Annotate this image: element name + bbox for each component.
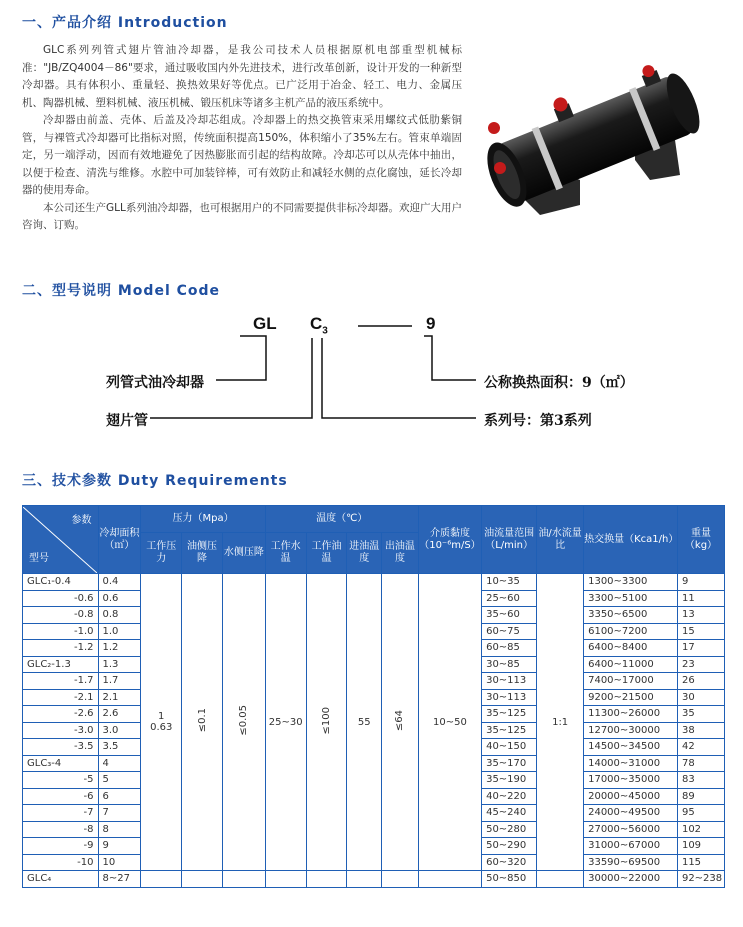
header-oil-pressure-drop: 油侧压降 xyxy=(182,533,223,574)
cell-area: 1.2 xyxy=(98,640,141,657)
cell-area: 5 xyxy=(98,772,141,789)
cell-model: GLC₄ xyxy=(23,871,99,888)
cell-empty xyxy=(537,871,584,888)
cell-working-oil-temp xyxy=(306,574,347,871)
cell-model: GLC₂-1.3 xyxy=(23,656,99,673)
cell-empty xyxy=(141,871,182,888)
cell-weight: 42 xyxy=(677,739,724,756)
cell-model: -1.0 xyxy=(23,623,99,640)
cell-area: 1.3 xyxy=(98,656,141,673)
cell-oil-flow: 35~125 xyxy=(482,722,537,739)
cell-weight: 9 xyxy=(677,574,724,591)
cell-heat-exchange: 27000~56000 xyxy=(584,821,678,838)
cell-oil-flow: 45~240 xyxy=(482,805,537,822)
cell-weight: 30 xyxy=(677,689,724,706)
cell-model: -8 xyxy=(23,821,99,838)
header-inlet-oil-temp: 进油温度 xyxy=(347,533,382,574)
cell-weight: 13 xyxy=(677,607,724,624)
intro-paragraph-1: GLC系列列管式翅片管油冷却器，是我公司技术人员根据原机电部重型机械标准："JB/ZQ4004－86"要求，通过吸收国内外先进技术，进行改革创新，设计开发的一种新型冷却器。具有体积小、重量轻、换热效果好等优点。已广泛用于冶金、轻工、电力、金属压机、陶器机械、塑料机械、液压机械、锻压机床等诸多主机产品的液压系统中。 xyxy=(22,44,462,109)
table-header-row-1 xyxy=(23,506,725,533)
header-heat-exchange: 热交换量（Kca1/h） xyxy=(584,506,678,574)
cell-oil-flow: 50~850 xyxy=(482,871,537,888)
cell-oil-flow: 10~35 xyxy=(482,574,537,591)
cell-oil-flow: 35~170 xyxy=(482,755,537,772)
header-weight: 重量（kg） xyxy=(677,506,724,574)
cell-water-pressure-drop-text: ≤0.05 xyxy=(238,705,250,736)
cell-oil-flow: 40~220 xyxy=(482,788,537,805)
section-title-introduction: 一、产品介绍 Introduction xyxy=(22,15,228,31)
code-area-number: 9 xyxy=(426,314,436,333)
cell-model: -7 xyxy=(23,805,99,822)
cell-empty xyxy=(418,871,481,888)
cell-heat-exchange: 3350~6500 xyxy=(584,607,678,624)
cell-oil-flow: 40~150 xyxy=(482,739,537,756)
cell-weight: 38 xyxy=(677,722,724,739)
cell-heat-exchange: 31000~67000 xyxy=(584,838,678,855)
cell-model: GLC₃-4 xyxy=(23,755,99,772)
cell-weight: 23 xyxy=(677,656,724,673)
cell-oil-flow: 50~280 xyxy=(482,821,537,838)
header-working-oil-temp: 工作油温 xyxy=(306,533,347,574)
cell-oil-flow: 60~75 xyxy=(482,623,537,640)
cell-weight: 95 xyxy=(677,805,724,822)
cell-oil-flow: 35~190 xyxy=(482,772,537,789)
cell-area: 2.1 xyxy=(98,689,141,706)
header-area: 冷却面积（㎡） xyxy=(98,506,141,574)
cell-heat-exchange: 6100~7200 xyxy=(584,623,678,640)
cell-area: 8 xyxy=(98,821,141,838)
cell-weight: 109 xyxy=(677,838,724,855)
cell-outlet-oil-temp xyxy=(382,574,419,871)
cell-weight: 102 xyxy=(677,821,724,838)
duty-requirements-table xyxy=(22,505,725,888)
cell-working-water-temp: 25~30 xyxy=(265,574,306,871)
cell-weight: 89 xyxy=(677,788,724,805)
cell-oil-pressure-drop-text: ≤0.1 xyxy=(196,708,208,733)
label-fin-tube: 翅片管 xyxy=(106,413,148,429)
cell-outlet-oil-temp-text: ≤64 xyxy=(394,709,406,732)
cell-empty xyxy=(265,871,306,888)
cell-heat-exchange: 11300~26000 xyxy=(584,706,678,723)
cell-working-pressure xyxy=(141,574,182,871)
cell-area: 4 xyxy=(98,755,141,772)
table-row xyxy=(23,574,725,591)
cell-area: 0.4 xyxy=(98,574,141,591)
cell-empty xyxy=(182,871,223,888)
cell-oil-flow: 60~320 xyxy=(482,854,537,871)
cell-weight: 78 xyxy=(677,755,724,772)
cell-empty xyxy=(306,871,347,888)
section-title-duty-requirements: 三、技术参数 Duty Requirements xyxy=(22,473,288,489)
header-pressure: 压力（Mpa） xyxy=(141,506,265,533)
header-flow-ratio: 油/水流量比 xyxy=(537,506,584,574)
cell-model: -3.5 xyxy=(23,739,99,756)
cell-heat-exchange: 6400~11000 xyxy=(584,656,678,673)
working-pressure-value-1: 1 xyxy=(158,711,165,722)
cell-weight: 11 xyxy=(677,590,724,607)
intro-text xyxy=(22,42,462,235)
cell-model: -3.0 xyxy=(23,722,99,739)
label-nominal-area: 公称换热面积：9（㎡） xyxy=(484,375,634,391)
cell-model: -10 xyxy=(23,854,99,871)
cell-oil-flow: 35~125 xyxy=(482,706,537,723)
cell-oil-flow: 30~85 xyxy=(482,656,537,673)
label-series-number: 系列号：第3系列 xyxy=(484,413,592,429)
code-gl: GL xyxy=(253,314,277,333)
cell-heat-exchange: 3300~5100 xyxy=(584,590,678,607)
cell-oil-flow: 60~85 xyxy=(482,640,537,657)
header-param: 参数 xyxy=(71,514,92,526)
cell-heat-exchange: 1300~3300 xyxy=(584,574,678,591)
cell-heat-exchange: 12700~30000 xyxy=(584,722,678,739)
cell-model: -2.1 xyxy=(23,689,99,706)
cell-inlet-oil-temp: 55 xyxy=(347,574,382,871)
cell-model: -0.6 xyxy=(23,590,99,607)
cell-area: 6 xyxy=(98,788,141,805)
cell-area: 3.0 xyxy=(98,722,141,739)
header-param-model xyxy=(23,506,99,574)
cell-model: -0.8 xyxy=(23,607,99,624)
label-tube-oil-cooler: 列管式油冷却器 xyxy=(106,375,204,391)
cell-model: -5 xyxy=(23,772,99,789)
header-water-pressure-drop: 水侧压降 xyxy=(222,533,265,574)
header-outlet-oil-temp: 出油温度 xyxy=(382,533,419,574)
cell-area: 1.7 xyxy=(98,673,141,690)
cell-heat-exchange: 17000~35000 xyxy=(584,772,678,789)
cell-heat-exchange: 24000~49500 xyxy=(584,805,678,822)
cell-heat-exchange: 6400~8400 xyxy=(584,640,678,657)
cell-model: -1.7 xyxy=(23,673,99,690)
cell-area: 0.8 xyxy=(98,607,141,624)
cell-area: 1.0 xyxy=(98,623,141,640)
cell-empty xyxy=(222,871,265,888)
cell-weight: 26 xyxy=(677,673,724,690)
cell-viscosity: 10~50 xyxy=(418,574,481,871)
cell-model: GLC₁-0.4 xyxy=(23,574,99,591)
intro-paragraph-3: 本公司还生产GLL系列油冷却器，也可根据用户的不同需要提供非标冷却器。欢迎广大用户咨询、订购。 xyxy=(22,201,462,231)
cell-heat-exchange: 30000~22000 xyxy=(584,871,678,888)
cell-weight: 92~238 xyxy=(677,871,724,888)
cell-oil-flow: 25~60 xyxy=(482,590,537,607)
cell-empty xyxy=(347,871,382,888)
header-viscosity: 介质黏度（10⁻⁶m/S） xyxy=(418,506,481,574)
cell-weight: 17 xyxy=(677,640,724,657)
cell-heat-exchange: 7400~17000 xyxy=(584,673,678,690)
cell-area: 8~27 xyxy=(98,871,141,888)
cell-area: 9 xyxy=(98,838,141,855)
cell-oil-flow: 30~113 xyxy=(482,689,537,706)
oil-cooler-product-image xyxy=(470,50,720,230)
cell-weight: 15 xyxy=(677,623,724,640)
section-title-model-code: 二、型号说明 Model Code xyxy=(22,283,221,299)
code-c: $C_3$ xyxy=(310,314,328,337)
cell-model: -6 xyxy=(23,788,99,805)
cell-model: -2.6 xyxy=(23,706,99,723)
cell-weight: 115 xyxy=(677,854,724,871)
header-model: 型号 xyxy=(29,552,49,564)
intro-paragraph-2: 冷却器由前盖、壳体、后盖及冷却芯组成。冷却器上的热交换管束采用螺纹式低肋紫铜管，与裸管式冷却器可比指标对照，传统面积提高150%，体积缩小了35%左右。管束单端固定，另一端浮动，因而有效地避免了因热膨胀而引起的结构故障。冷却芯可以从壳体中抽出，以便于检查、清洗与维修。水腔中可加装锌棒，可有效防止和减轻水侧的点化腐蚀，延长冷却器的使用寿命。 xyxy=(22,114,462,196)
cell-heat-exchange: 20000~45000 xyxy=(584,788,678,805)
header-working-water-temp: 工作水温 xyxy=(265,533,306,574)
table-row xyxy=(23,871,725,888)
header-oil-flow: 油流量范围（L/min） xyxy=(482,506,537,574)
cell-area: 3.5 xyxy=(98,739,141,756)
cell-oil-flow: 30~113 xyxy=(482,673,537,690)
cell-heat-exchange: 9200~21500 xyxy=(584,689,678,706)
cell-weight: 35 xyxy=(677,706,724,723)
header-working-pressure: 工作压力 xyxy=(141,533,182,574)
cell-area: 2.6 xyxy=(98,706,141,723)
cell-water-pressure-drop xyxy=(222,574,265,871)
cell-area: 10 xyxy=(98,854,141,871)
cell-flow-ratio: 1:1 xyxy=(537,574,584,871)
cell-heat-exchange: 14000~31000 xyxy=(584,755,678,772)
cell-heat-exchange: 33590~69500 xyxy=(584,854,678,871)
cell-weight: 83 xyxy=(677,772,724,789)
cell-model: -1.2 xyxy=(23,640,99,657)
working-pressure-value-2: 0.63 xyxy=(150,722,173,733)
cell-area: 7 xyxy=(98,805,141,822)
cell-oil-flow: 35~60 xyxy=(482,607,537,624)
cell-area: 0.6 xyxy=(98,590,141,607)
cell-heat-exchange: 14500~34500 xyxy=(584,739,678,756)
cell-model: -9 xyxy=(23,838,99,855)
header-temperature: 温度（℃） xyxy=(265,506,418,533)
cell-working-oil-temp-text: ≤100 xyxy=(320,706,332,735)
cell-oil-flow: 50~290 xyxy=(482,838,537,855)
cell-empty xyxy=(382,871,419,888)
cell-oil-pressure-drop xyxy=(182,574,223,871)
